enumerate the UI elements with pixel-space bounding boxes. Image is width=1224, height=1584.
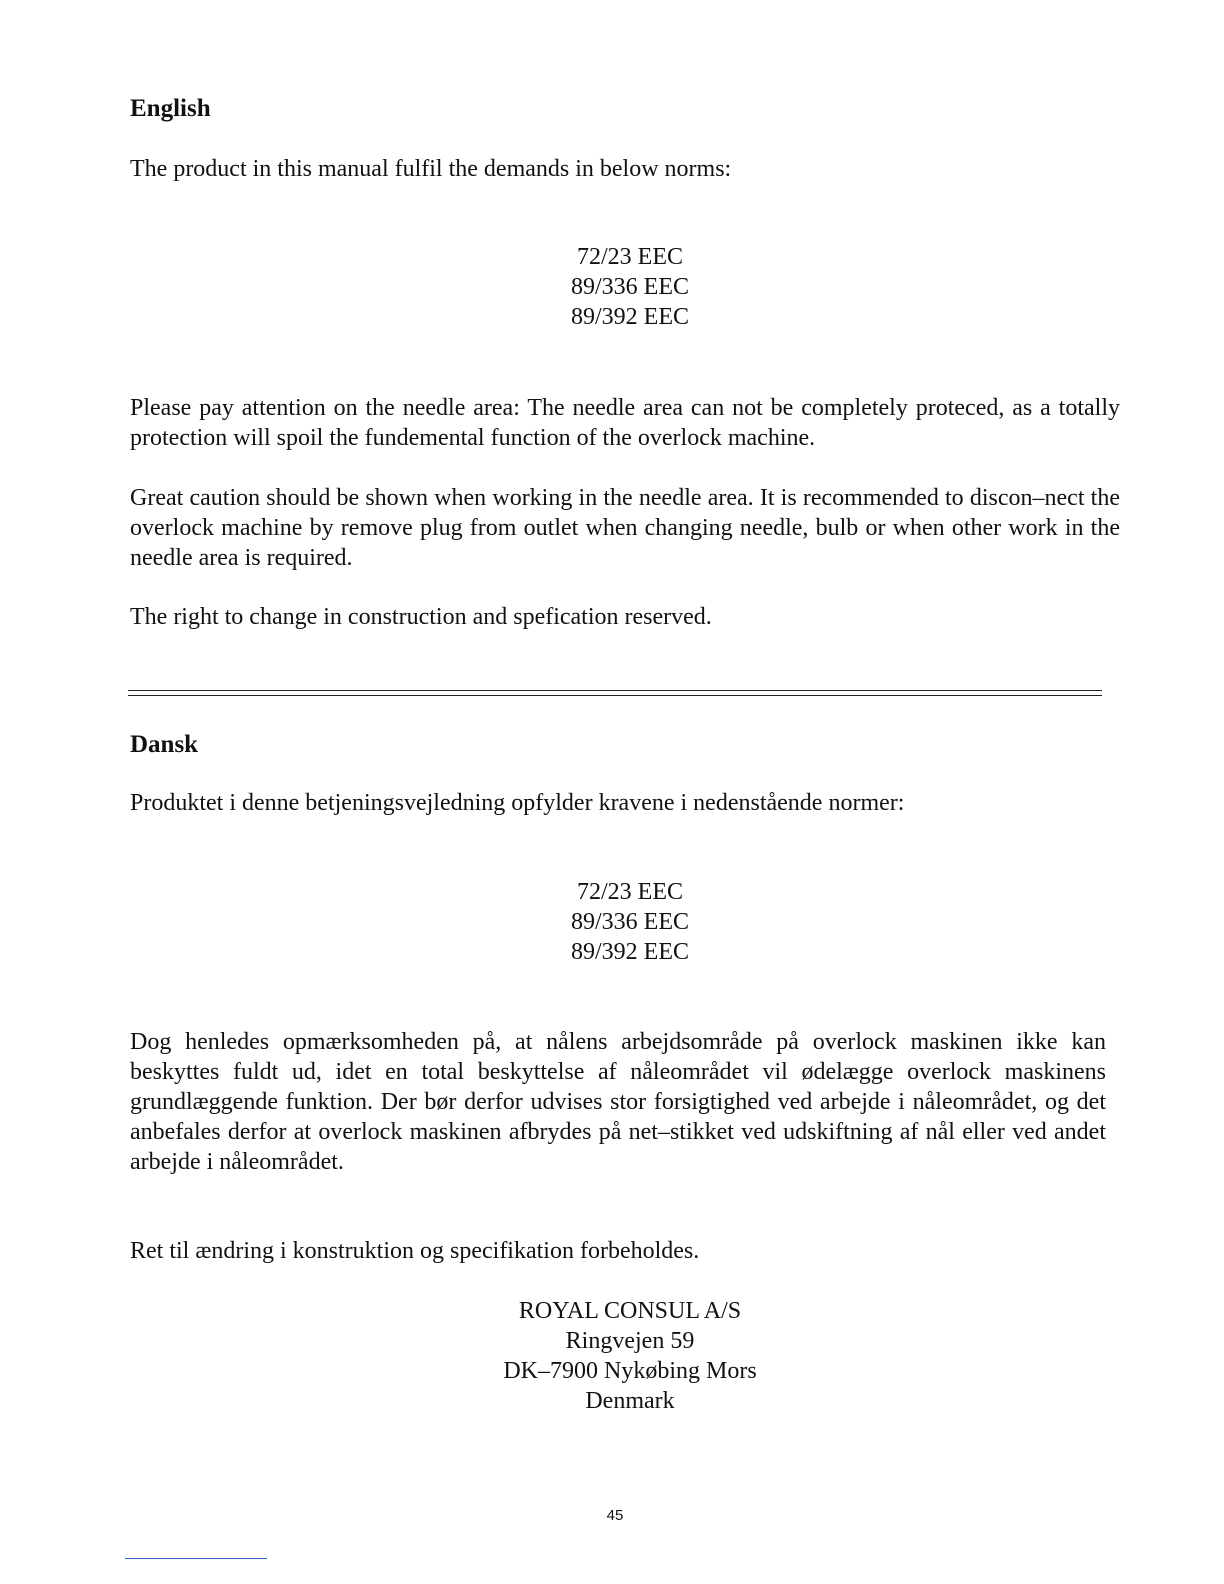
norm-item: 89/336 EEC [571, 274, 689, 300]
country: Denmark [585, 1388, 675, 1414]
norm-item: 72/23 EEC [577, 879, 683, 905]
postal-city: DK–7900 Nykøbing Mors [503, 1358, 757, 1384]
dansk-norms-list [530, 877, 730, 967]
norm-item: 72/23 EEC [577, 244, 683, 270]
norm-item: 89/392 EEC [571, 939, 689, 965]
dansk-needle-caution: Dog henledes opmærksomheden på, at nålens arbejdsområde på overlock maskinen ikke kan beskyttes fuldt ud, idet en total beskyttelse af nåleområdet vil ødelægge overlock maskinens grundlæggende funktion. Der bør derfor udvises stor forsigtighed ved arbejde i nåleområdet, og det anbefales derfor at overlock maskinen afbrydes på net–stikket ved udskiftning af nål eller ved andet arbejde i nåleområdet. [130, 1029, 1106, 1175]
dansk-heading: Dansk [130, 731, 199, 758]
english-heading: English [130, 95, 211, 122]
english-norms-list [530, 242, 730, 332]
dansk-intro: Produktet i denne betjeningsvejledning opfylder kravene i nedenstående normer: [130, 790, 905, 816]
company-address [430, 1296, 830, 1416]
company-name: ROYAL CONSUL A/S [518, 1298, 742, 1324]
dansk-reserved-note: Ret til ændring i konstruktion og specifikation forbeholdes. [130, 1238, 700, 1264]
english-disconnect-advice: Great caution should be shown when working in the needle area. It is recommended to discon–nect the overlock machine by remove plug from outlet when changing needle, bulb or when other work in the needle area is required. [130, 485, 1120, 571]
norm-item: 89/392 EEC [571, 304, 689, 330]
street-address: Ringvejen 59 [565, 1328, 695, 1354]
page-number: 45 [606, 1507, 624, 1524]
english-intro: The product in this manual fulfil the demands in below norms: [130, 156, 732, 182]
section-divider [128, 690, 1102, 696]
english-needle-caution: Please pay attention on the needle area: The needle area can not be completely proteced, as a totally protection will spoil the fundemental function of the overlock machine. [130, 395, 1120, 451]
norm-item: 89/336 EEC [571, 909, 689, 935]
footer-line [125, 1558, 267, 1559]
english-reserved-note: The right to change in construction and spefication reserved. [130, 604, 712, 630]
